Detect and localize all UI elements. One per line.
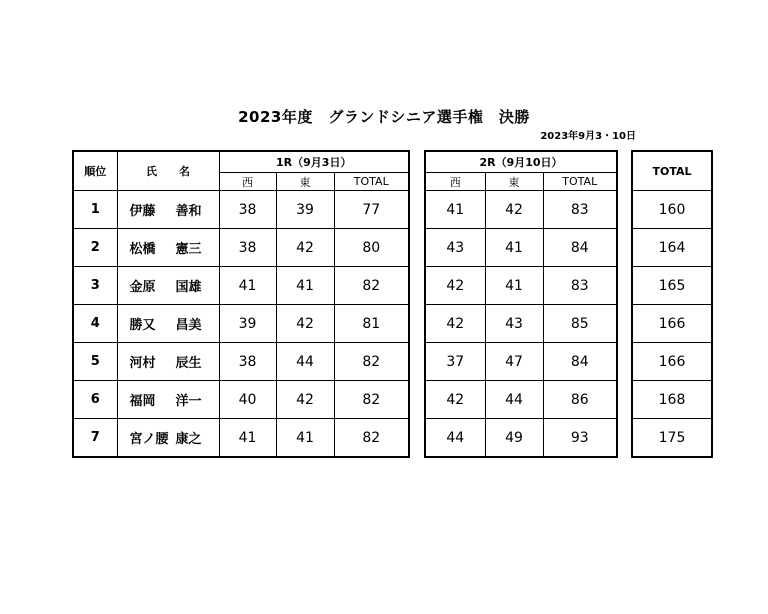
table-row — [425, 229, 617, 267]
table-row — [73, 229, 409, 267]
rank-header: 順位 — [73, 151, 117, 191]
r2-total-score: 93 — [543, 419, 617, 458]
table-row — [632, 419, 712, 458]
r2-east-score: 42 — [485, 191, 543, 229]
table-row — [73, 191, 409, 229]
table-row — [632, 343, 712, 381]
given-name: 辰生 — [175, 356, 202, 371]
family-name: 金原 — [129, 280, 156, 295]
r2-west-score: 43 — [425, 229, 485, 267]
table-row — [73, 419, 409, 458]
r2-east-score: 41 — [485, 267, 543, 305]
r1-west-score: 38 — [219, 343, 276, 381]
round2-table — [424, 150, 618, 458]
table-row — [73, 305, 409, 343]
r2-east-header: 東 — [485, 173, 543, 191]
table-row — [632, 267, 712, 305]
family-name: 河村 — [129, 356, 156, 371]
grand-total-score: 166 — [632, 343, 712, 381]
player-name-cell — [117, 419, 219, 458]
r2-east-score: 44 — [485, 381, 543, 419]
r1-total-score: 82 — [334, 343, 409, 381]
table-row — [425, 419, 617, 458]
r2-west-score: 37 — [425, 343, 485, 381]
round2-header: 2R（9月10日） — [425, 151, 617, 173]
r2-west-score: 42 — [425, 267, 485, 305]
r1-total-score: 82 — [334, 267, 409, 305]
grand-total-score: 168 — [632, 381, 712, 419]
r1-total-header: TOTAL — [334, 173, 409, 191]
r2-west-score: 41 — [425, 191, 485, 229]
r1-east-header: 東 — [276, 173, 334, 191]
r2-east-score: 43 — [485, 305, 543, 343]
r1-east-score: 42 — [276, 381, 334, 419]
given-name: 憲三 — [175, 242, 202, 257]
table-row — [73, 267, 409, 305]
rank-cell: 6 — [73, 381, 117, 419]
r2-total-score: 83 — [543, 267, 617, 305]
grand-total-header: TOTAL — [632, 151, 712, 191]
r2-east-score: 47 — [485, 343, 543, 381]
table-row — [632, 229, 712, 267]
r2-total-score: 85 — [543, 305, 617, 343]
table-row — [73, 343, 409, 381]
r2-west-header: 西 — [425, 173, 485, 191]
grand-total-score: 160 — [632, 191, 712, 229]
rank-cell: 2 — [73, 229, 117, 267]
r1-east-score: 42 — [276, 229, 334, 267]
grand-total-score: 165 — [632, 267, 712, 305]
family-name: 伊藤 — [129, 204, 156, 219]
r2-west-score: 44 — [425, 419, 485, 458]
grand-total-score: 166 — [632, 305, 712, 343]
r1-total-score: 80 — [334, 229, 409, 267]
r1-west-score: 40 — [219, 381, 276, 419]
r2-west-score: 42 — [425, 381, 485, 419]
rank-cell: 5 — [73, 343, 117, 381]
r2-total-score: 86 — [543, 381, 617, 419]
r2-total-score: 83 — [543, 191, 617, 229]
player-name-cell — [117, 343, 219, 381]
player-name-cell — [117, 229, 219, 267]
given-name: 国雄 — [175, 280, 202, 295]
r2-west-score: 42 — [425, 305, 485, 343]
event-date: 2023年9月3・10日 — [540, 131, 636, 142]
player-name-cell — [117, 191, 219, 229]
r2-total-header: TOTAL — [543, 173, 617, 191]
table-row — [425, 343, 617, 381]
r1-west-score: 41 — [219, 419, 276, 458]
r1-total-score: 82 — [334, 381, 409, 419]
given-name: 昌美 — [175, 318, 202, 333]
r1-west-header: 西 — [219, 173, 276, 191]
r1-east-score: 42 — [276, 305, 334, 343]
family-name: 勝又 — [129, 318, 156, 333]
name-header: 氏 名 — [117, 151, 219, 191]
r1-east-score: 41 — [276, 267, 334, 305]
rank-cell: 3 — [73, 267, 117, 305]
r1-west-score: 38 — [219, 229, 276, 267]
player-name-cell — [117, 267, 219, 305]
r2-total-score: 84 — [543, 229, 617, 267]
table-row — [73, 381, 409, 419]
r1-total-score: 82 — [334, 419, 409, 458]
r1-west-score: 38 — [219, 191, 276, 229]
family-name: 福岡 — [129, 394, 156, 409]
r2-east-score: 49 — [485, 419, 543, 458]
table-row — [425, 191, 617, 229]
table-row — [425, 305, 617, 343]
grand-total-score: 175 — [632, 419, 712, 458]
rank-cell: 1 — [73, 191, 117, 229]
r1-total-score: 81 — [334, 305, 409, 343]
grand-total-table — [631, 150, 713, 458]
r1-west-score: 41 — [219, 267, 276, 305]
table-row — [425, 267, 617, 305]
player-name-cell — [117, 305, 219, 343]
r2-total-score: 84 — [543, 343, 617, 381]
table-row — [632, 381, 712, 419]
family-name: 松橋 — [129, 242, 156, 257]
document-title: 2023年度 グランドシニア選手権 決勝 — [238, 108, 530, 126]
player-name-cell — [117, 381, 219, 419]
given-name: 善和 — [175, 204, 202, 219]
table-row — [632, 191, 712, 229]
r1-east-score: 39 — [276, 191, 334, 229]
rank-cell: 7 — [73, 419, 117, 458]
given-name: 洋一 — [175, 394, 202, 409]
table-row — [425, 381, 617, 419]
r1-east-score: 41 — [276, 419, 334, 458]
table-row — [632, 305, 712, 343]
r1-west-score: 39 — [219, 305, 276, 343]
given-name: 康之 — [175, 432, 202, 447]
r2-east-score: 41 — [485, 229, 543, 267]
r1-total-score: 77 — [334, 191, 409, 229]
round1-table — [72, 150, 410, 458]
round1-header: 1R（9月3日） — [219, 151, 409, 173]
r1-east-score: 44 — [276, 343, 334, 381]
rank-cell: 4 — [73, 305, 117, 343]
grand-total-score: 164 — [632, 229, 712, 267]
family-name: 宮ノ腰 — [129, 432, 169, 447]
